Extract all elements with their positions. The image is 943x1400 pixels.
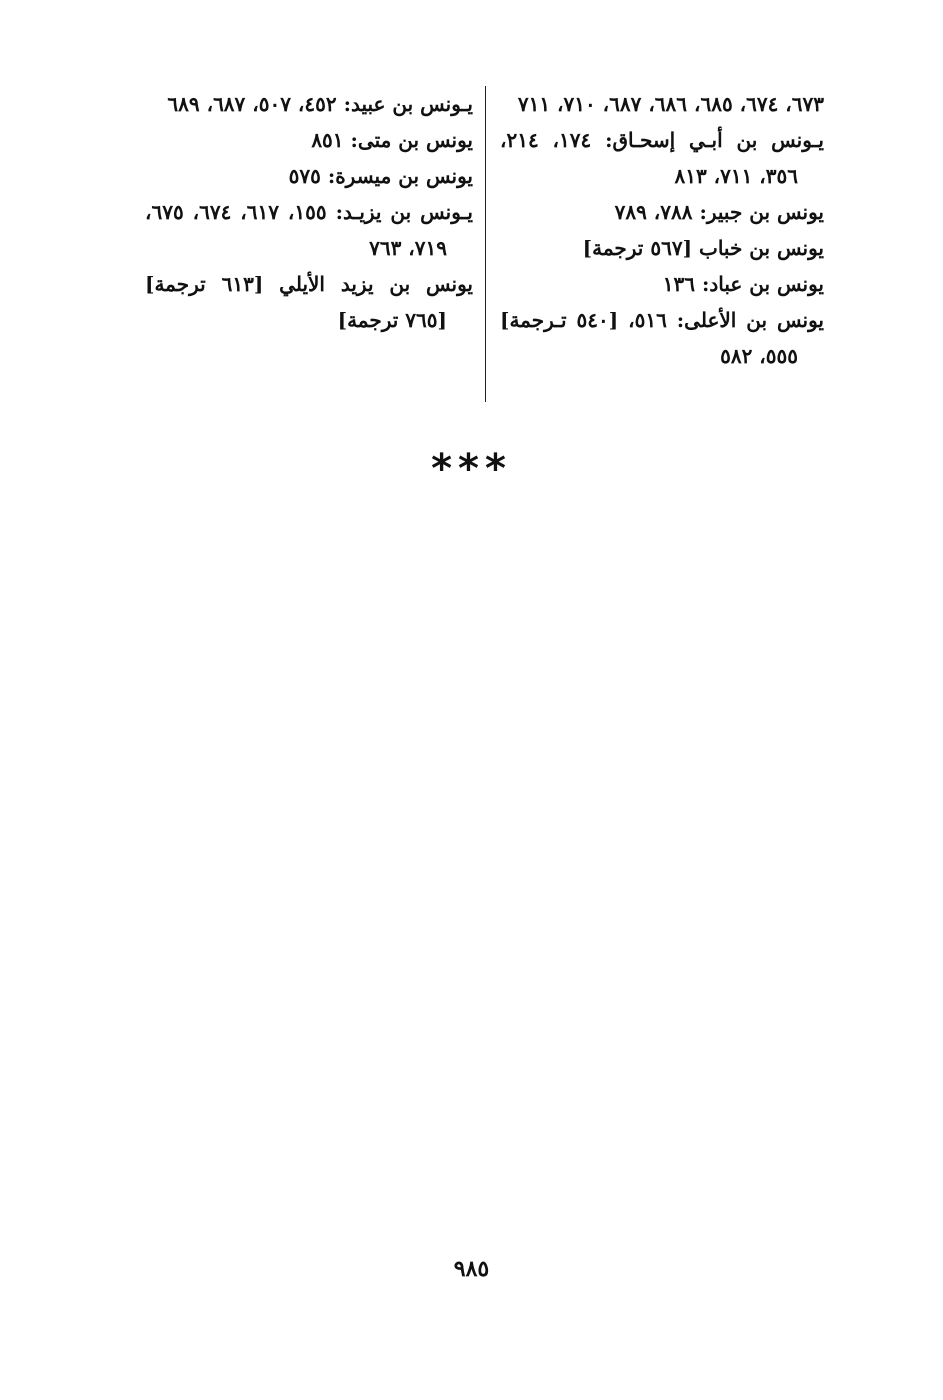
index-column-left xyxy=(141,86,485,402)
index-entry: يونس بن متى: ٨٥١ xyxy=(311,128,473,152)
index-entry: يونس بن خباب [٥٦٧ ترجمة] xyxy=(582,236,824,260)
index-entry: يونس بن يزيد الأيلي [٦١٣ ترجمة] [٧٦٥ ترجمة] xyxy=(145,272,473,332)
index-columns xyxy=(140,86,830,402)
index-entry: يونس بن عباد: ١٣٦ xyxy=(662,272,824,296)
column-divider xyxy=(485,86,486,402)
index-column-right xyxy=(486,86,830,402)
index-entry: يونس بن الأعلى: ٥١٦، [٥٤٠ تـرجمة] ٥٥٥، ٥٨٢ xyxy=(500,308,824,368)
index-entry: يونس بن ميسرة: ٥٧٥ xyxy=(288,164,473,188)
index-entry: يـونس بن يزيـد: ١٥٥، ٦١٧، ٦٧٤، ٦٧٥، ٧١٩، ٧٦٣ xyxy=(145,200,473,260)
index-entry: يـونس بن عبيد: ٤٥٢، ٥٠٧، ٦٨٧، ٦٨٩ xyxy=(167,92,473,116)
page-number: ٩٨٥ xyxy=(453,1256,490,1282)
index-entry: يـونس بن أبـي إسحـاق: ١٧٤، ٢١٤، ٣٥٦، ٧١١، ٨١٣ xyxy=(500,128,824,188)
index-entry: يونس بن جبير: ٧٨٨، ٧٨٩ xyxy=(614,200,824,224)
index-entry: ٦٧٣، ٦٧٤، ٦٨٥، ٦٨٦، ٦٨٧، ٧١٠، ٧١١ xyxy=(517,92,824,116)
section-end-ornament: *** xyxy=(431,446,512,492)
